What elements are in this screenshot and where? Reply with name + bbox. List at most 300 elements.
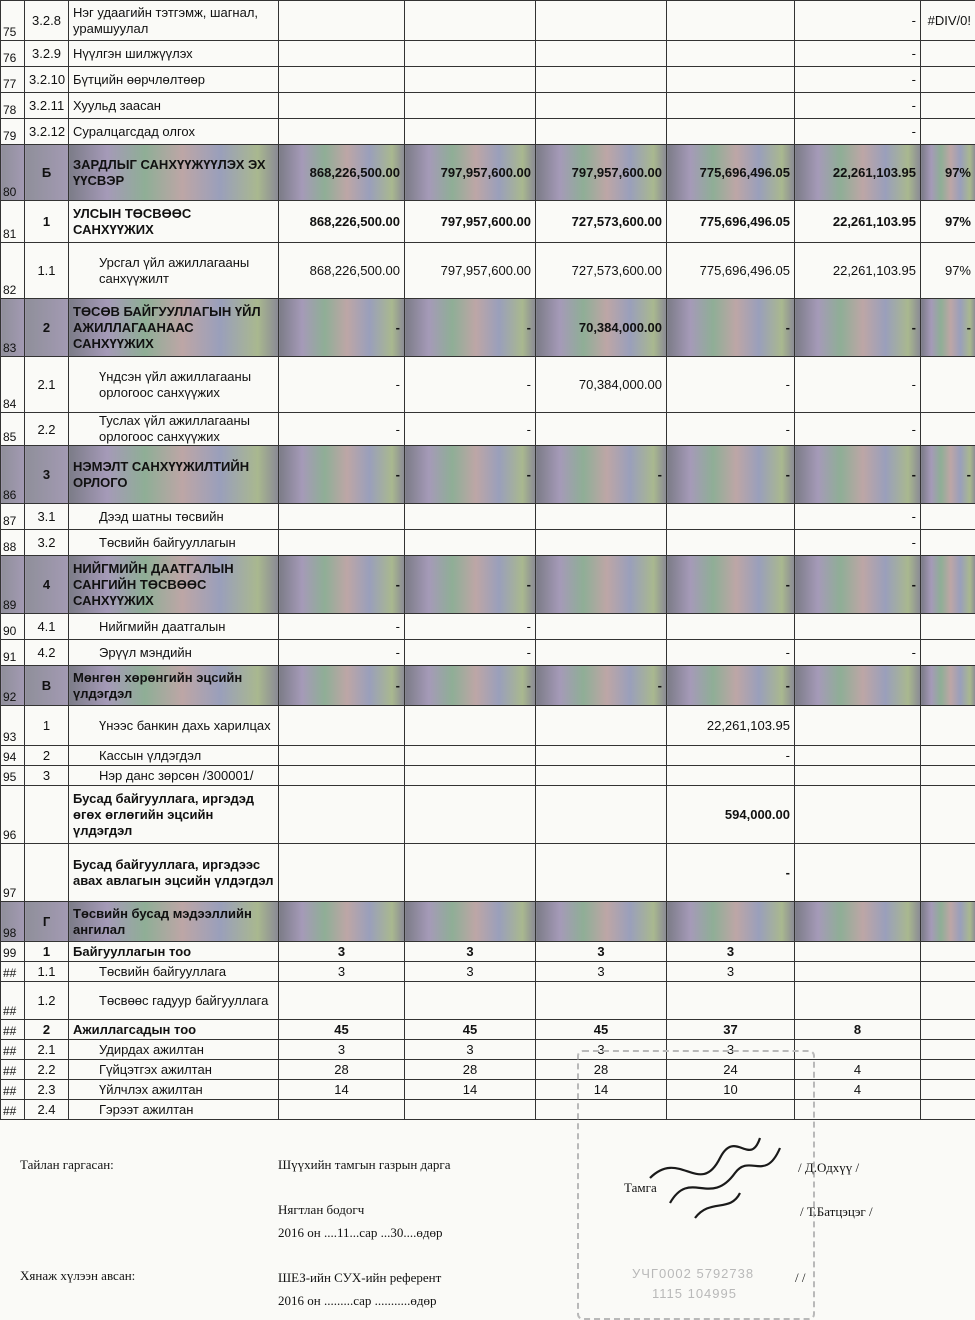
row-label: Удирдах ажилтан (69, 1040, 279, 1060)
row-code: 1 (25, 201, 69, 243)
row-code: В (25, 666, 69, 706)
row-label: Төсвийн байгууллагын (69, 530, 279, 556)
value-cell (279, 706, 405, 746)
value-cell (921, 786, 975, 844)
row-code: 3.2.8 (25, 1, 69, 41)
row-label: НЭМЭЛТ САНХҮҮЖИЛТИЙН ОРЛОГО (69, 446, 279, 504)
value-cell (921, 962, 975, 982)
value-cell: 797,957,600.00 (405, 201, 536, 243)
value-cell (667, 982, 795, 1020)
value-cell (536, 614, 667, 640)
value-cell: - (279, 640, 405, 666)
row-number: 81 (1, 201, 25, 243)
value-cell (667, 766, 795, 786)
stamp-label: Тамга (624, 1180, 657, 1195)
value-cell (405, 1100, 536, 1120)
value-cell (536, 844, 667, 902)
value-cell (279, 119, 405, 145)
value-cell: 45 (405, 1020, 536, 1040)
table-row (1, 902, 975, 942)
value-cell (279, 1, 405, 41)
value-cell (921, 93, 975, 119)
value-cell (536, 41, 667, 67)
value-cell: - (795, 357, 921, 413)
value-cell (921, 746, 975, 766)
row-code: 2.2 (25, 413, 69, 446)
row-label: ЗАРДЛЫГ САНХҮҮЖҮҮЛЭХ ЭХ ҮҮСВЭР (69, 145, 279, 201)
row-number: ## (1, 962, 25, 982)
value-cell (921, 556, 975, 614)
value-cell: - (405, 614, 536, 640)
value-cell (405, 746, 536, 766)
value-cell: 70,384,000.00 (536, 299, 667, 357)
row-number: 98 (1, 902, 25, 942)
value-cell: - (795, 93, 921, 119)
value-cell (921, 119, 975, 145)
value-cell: 3 (536, 1040, 667, 1060)
value-cell (279, 746, 405, 766)
row-code: 3.2.10 (25, 67, 69, 93)
value-cell: 3 (536, 962, 667, 982)
row-code: 3.2.12 (25, 119, 69, 145)
value-cell: 45 (279, 1020, 405, 1040)
table-row (1, 1100, 975, 1120)
row-number: 92 (1, 666, 25, 706)
row-label: Нэг удаагийн тэтгэмж, шагнал, урамшуулал (69, 1, 279, 41)
value-cell: 3 (279, 1040, 405, 1060)
table-row (1, 504, 975, 530)
row-code (25, 844, 69, 902)
value-cell: 28 (536, 1060, 667, 1080)
value-cell (536, 530, 667, 556)
value-cell: 14 (405, 1080, 536, 1100)
value-cell: - (667, 556, 795, 614)
value-cell: - (795, 41, 921, 67)
row-code: 3 (25, 446, 69, 504)
value-cell: - (405, 666, 536, 706)
value-cell: - (667, 666, 795, 706)
row-code: 1 (25, 706, 69, 746)
value-cell: - (279, 666, 405, 706)
value-cell (536, 706, 667, 746)
row-code: 3.2.9 (25, 41, 69, 67)
value-cell (795, 746, 921, 766)
value-cell (921, 530, 975, 556)
value-cell (536, 902, 667, 942)
row-code: 4.2 (25, 640, 69, 666)
table-row (1, 942, 975, 962)
value-cell: 3 (667, 1040, 795, 1060)
value-cell (279, 93, 405, 119)
value-cell (667, 41, 795, 67)
accountant-name: / Т.Батцэцэг / (800, 1204, 873, 1219)
date-blank: 2016 он .........сар ...........өдөр (278, 1293, 437, 1308)
table-row (1, 1040, 975, 1060)
row-label: Хуульд заасан (69, 93, 279, 119)
value-cell: 797,957,600.00 (405, 145, 536, 201)
value-cell: - (795, 299, 921, 357)
row-number: ## (1, 1080, 25, 1100)
value-cell (921, 942, 975, 962)
value-cell: 3 (279, 962, 405, 982)
prepared-label: Тайлан гаргасан: (20, 1157, 114, 1172)
value-cell: - (667, 844, 795, 902)
table-row (1, 786, 975, 844)
value-cell: - (405, 357, 536, 413)
value-cell (667, 119, 795, 145)
row-code: 2.3 (25, 1080, 69, 1100)
table-row (1, 746, 975, 766)
row-code: 1.1 (25, 243, 69, 299)
value-cell (921, 706, 975, 746)
value-cell: 10 (667, 1080, 795, 1100)
value-cell: 4 (795, 1080, 921, 1100)
value-cell (536, 640, 667, 666)
value-cell (921, 902, 975, 942)
value-cell: - (795, 504, 921, 530)
row-code: 2.1 (25, 357, 69, 413)
value-cell (921, 413, 975, 446)
value-cell (921, 666, 975, 706)
row-label: УЛСЫН ТӨСВӨӨС САНХҮҮЖИХ (69, 201, 279, 243)
value-cell: 24 (667, 1060, 795, 1080)
value-cell: 45 (536, 1020, 667, 1040)
value-cell (405, 902, 536, 942)
director-name: / Д.Одхүү / (798, 1160, 860, 1175)
row-label: НИЙГМИЙН ДААТГАЛЫН САНГИЙН ТӨСВӨӨС САНХҮҮЖИХ (69, 556, 279, 614)
row-label: Урсгал үйл ажиллагааны санхүүжилт (69, 243, 279, 299)
value-cell (921, 41, 975, 67)
accountant-title: Нягтлан бодогч (278, 1202, 365, 1217)
value-cell (921, 1020, 975, 1040)
table-row (1, 93, 975, 119)
value-cell: - (795, 640, 921, 666)
referent-title: ШЕЗ-ийн СУХ-ийн референт (278, 1270, 442, 1285)
value-cell (536, 504, 667, 530)
row-label: Дээд шатны төсвийн (69, 504, 279, 530)
value-cell (667, 67, 795, 93)
value-cell (279, 1100, 405, 1120)
value-cell (795, 614, 921, 640)
table-row (1, 982, 975, 1020)
row-number: 90 (1, 614, 25, 640)
date-filled: 2016 он ....11...сар ...30....өдөр (278, 1225, 443, 1240)
value-cell: 22,261,103.95 (667, 706, 795, 746)
value-cell (536, 413, 667, 446)
row-code: 1 (25, 942, 69, 962)
row-label: Төсвийн байгууллага (69, 962, 279, 982)
value-cell (405, 93, 536, 119)
value-cell: 97% (921, 201, 975, 243)
value-cell: - (667, 357, 795, 413)
value-cell (536, 786, 667, 844)
table-row (1, 844, 975, 902)
value-cell: - (405, 640, 536, 666)
value-cell: - (405, 299, 536, 357)
value-cell (279, 41, 405, 67)
value-cell: - (795, 413, 921, 446)
row-label: Гэрээт ажилтан (69, 1100, 279, 1120)
row-number: 88 (1, 530, 25, 556)
value-cell: 797,957,600.00 (536, 145, 667, 201)
value-cell (921, 504, 975, 530)
director-title: Шүүхийн тамгын газрын дарга (278, 1157, 451, 1172)
table-row (1, 766, 975, 786)
row-number: 78 (1, 93, 25, 119)
value-cell: 37 (667, 1020, 795, 1040)
row-label: ТӨСӨВ БАЙГУУЛЛАГЫН ҮЙЛ АЖИЛЛАГААНААС САНХҮҮЖИХ (69, 299, 279, 357)
row-code: 4.1 (25, 614, 69, 640)
value-cell: - (667, 299, 795, 357)
value-cell: 14 (279, 1080, 405, 1100)
row-code: 2 (25, 746, 69, 766)
value-cell: - (921, 446, 975, 504)
value-cell: 22,261,103.95 (795, 201, 921, 243)
value-cell (921, 982, 975, 1020)
row-number: ## (1, 982, 25, 1020)
value-cell: - (405, 556, 536, 614)
value-cell: - (279, 357, 405, 413)
value-cell: 28 (405, 1060, 536, 1080)
row-number: 87 (1, 504, 25, 530)
value-cell (536, 556, 667, 614)
table-row (1, 201, 975, 243)
table-row (1, 706, 975, 746)
value-cell: 3 (279, 942, 405, 962)
value-cell (536, 93, 667, 119)
value-cell: 3 (405, 962, 536, 982)
row-label: Ажиллагсадын тоо (69, 1020, 279, 1040)
row-code: 1.1 (25, 962, 69, 982)
table-row (1, 299, 975, 357)
value-cell (795, 962, 921, 982)
row-label: Үнээс банкин дахь харилцах (69, 706, 279, 746)
row-number: 82 (1, 243, 25, 299)
value-cell: 8 (795, 1020, 921, 1040)
value-cell (921, 766, 975, 786)
row-number: ## (1, 1020, 25, 1040)
row-label: Гүйцэтгэх ажилтан (69, 1060, 279, 1080)
value-cell: - (536, 666, 667, 706)
value-cell: 727,573,600.00 (536, 201, 667, 243)
value-cell: 28 (279, 1060, 405, 1080)
row-code: 2 (25, 299, 69, 357)
value-cell: 4 (795, 1060, 921, 1080)
row-code: 4 (25, 556, 69, 614)
row-number: 89 (1, 556, 25, 614)
value-cell (795, 666, 921, 706)
value-cell (279, 67, 405, 93)
row-code: 2 (25, 1020, 69, 1040)
value-cell (795, 982, 921, 1020)
row-number: 80 (1, 145, 25, 201)
value-cell: - (279, 446, 405, 504)
row-number: 96 (1, 786, 25, 844)
value-cell: - (279, 614, 405, 640)
row-label: Бусад байгууллага, иргэдэд өгөх өглөгийн эцсийн үлдэгдэл (69, 786, 279, 844)
value-cell: - (795, 119, 921, 145)
value-cell: - (279, 413, 405, 446)
value-cell (921, 1100, 975, 1120)
value-cell: - (667, 413, 795, 446)
value-cell: 3 (405, 942, 536, 962)
value-cell (921, 357, 975, 413)
value-cell (921, 614, 975, 640)
value-cell: - (405, 413, 536, 446)
row-number: 97 (1, 844, 25, 902)
value-cell: - (795, 530, 921, 556)
value-cell (667, 614, 795, 640)
table-row (1, 614, 975, 640)
value-cell (921, 1060, 975, 1080)
value-cell (405, 706, 536, 746)
row-number: ## (1, 1060, 25, 1080)
value-cell: 594,000.00 (667, 786, 795, 844)
row-code: 3 (25, 766, 69, 786)
value-cell: 797,957,600.00 (405, 243, 536, 299)
value-cell (795, 942, 921, 962)
row-code: 1.2 (25, 982, 69, 1020)
value-cell (279, 786, 405, 844)
value-cell: 22,261,103.95 (795, 145, 921, 201)
value-cell (667, 530, 795, 556)
row-code (25, 786, 69, 844)
row-number: 86 (1, 446, 25, 504)
value-cell: 775,696,496.05 (667, 243, 795, 299)
value-cell (279, 530, 405, 556)
row-number: 84 (1, 357, 25, 413)
value-cell: - (536, 446, 667, 504)
value-cell (921, 67, 975, 93)
value-cell (536, 1, 667, 41)
value-cell: #DIV/0! (921, 1, 975, 41)
value-cell: - (279, 299, 405, 357)
value-cell (921, 640, 975, 666)
table-row (1, 962, 975, 982)
value-cell: - (795, 446, 921, 504)
value-cell: 3 (405, 1040, 536, 1060)
table-row (1, 357, 975, 413)
row-number: 91 (1, 640, 25, 666)
row-code: 2.1 (25, 1040, 69, 1060)
value-cell (536, 746, 667, 766)
reviewed-label: Хянаж хүлээн авсан: (20, 1268, 136, 1283)
row-label: Үндсэн үйл ажиллагааны орлогоос санхүүжих (69, 357, 279, 413)
row-label: Байгууллагын тоо (69, 942, 279, 962)
value-cell (405, 41, 536, 67)
value-cell (405, 982, 536, 1020)
table-row (1, 413, 975, 446)
value-cell: 868,226,500.00 (279, 243, 405, 299)
value-cell (536, 982, 667, 1020)
value-cell: - (667, 640, 795, 666)
row-number: 79 (1, 119, 25, 145)
value-cell (667, 902, 795, 942)
row-code: Г (25, 902, 69, 942)
table-row (1, 556, 975, 614)
table-row (1, 446, 975, 504)
value-cell (279, 844, 405, 902)
row-label: Кассын үлдэгдэл (69, 746, 279, 766)
value-cell (279, 902, 405, 942)
value-cell: - (667, 446, 795, 504)
value-cell (405, 1, 536, 41)
value-cell: 727,573,600.00 (536, 243, 667, 299)
value-cell: 3 (536, 942, 667, 962)
value-cell: 22,261,103.95 (795, 243, 921, 299)
signature-image (640, 1108, 790, 1228)
value-cell (795, 706, 921, 746)
stamp-code: 1115 104995 (652, 1286, 737, 1301)
row-number: 76 (1, 41, 25, 67)
value-cell: - (795, 556, 921, 614)
value-cell (405, 786, 536, 844)
table-row (1, 1, 975, 41)
value-cell (795, 844, 921, 902)
table-row (1, 67, 975, 93)
value-cell (921, 1080, 975, 1100)
table-row (1, 1020, 975, 1040)
row-label: Нүүлгэн шилжүүлэх (69, 41, 279, 67)
value-cell: 3 (667, 962, 795, 982)
table-row (1, 1060, 975, 1080)
row-label: Нэр данс зөрсөн /300001/ (69, 766, 279, 786)
value-cell: 97% (921, 145, 975, 201)
row-number: 77 (1, 67, 25, 93)
row-label: Нийгмийн даатгалын (69, 614, 279, 640)
row-code: Б (25, 145, 69, 201)
row-label: Төсвөөс гадуур байгууллага (69, 982, 279, 1020)
value-cell (279, 766, 405, 786)
row-label: Бүтцийн өөрчлөлтөөр (69, 67, 279, 93)
value-cell: - (667, 746, 795, 766)
value-cell (536, 67, 667, 93)
table-row (1, 1080, 975, 1100)
value-cell (795, 766, 921, 786)
row-number: 85 (1, 413, 25, 446)
value-cell: 868,226,500.00 (279, 201, 405, 243)
value-cell: - (921, 299, 975, 357)
value-cell: 775,696,496.05 (667, 145, 795, 201)
row-number: 75 (1, 1, 25, 41)
row-label: Төсвийн бусад мэдээллийн ангилал (69, 902, 279, 942)
value-cell: 97% (921, 243, 975, 299)
value-cell (405, 766, 536, 786)
value-cell: 868,226,500.00 (279, 145, 405, 201)
row-number: 95 (1, 766, 25, 786)
value-cell (536, 119, 667, 145)
value-cell: 14 (536, 1080, 667, 1100)
row-code: 3.1 (25, 504, 69, 530)
table-row (1, 666, 975, 706)
value-cell (536, 766, 667, 786)
row-number: ## (1, 1040, 25, 1060)
row-label: Эрүүл мэндийн (69, 640, 279, 666)
row-number: 93 (1, 706, 25, 746)
value-cell (405, 530, 536, 556)
row-label: Мөнгөн хөрөнгийн эцсийн үлдэгдэл (69, 666, 279, 706)
value-cell (405, 844, 536, 902)
row-code: 2.4 (25, 1100, 69, 1120)
row-number: 94 (1, 746, 25, 766)
value-cell: - (405, 446, 536, 504)
value-cell (405, 67, 536, 93)
value-cell (279, 504, 405, 530)
row-number: 99 (1, 942, 25, 962)
value-cell (921, 1040, 975, 1060)
value-cell: - (795, 67, 921, 93)
row-label: Үйлчлэх ажилтан (69, 1080, 279, 1100)
